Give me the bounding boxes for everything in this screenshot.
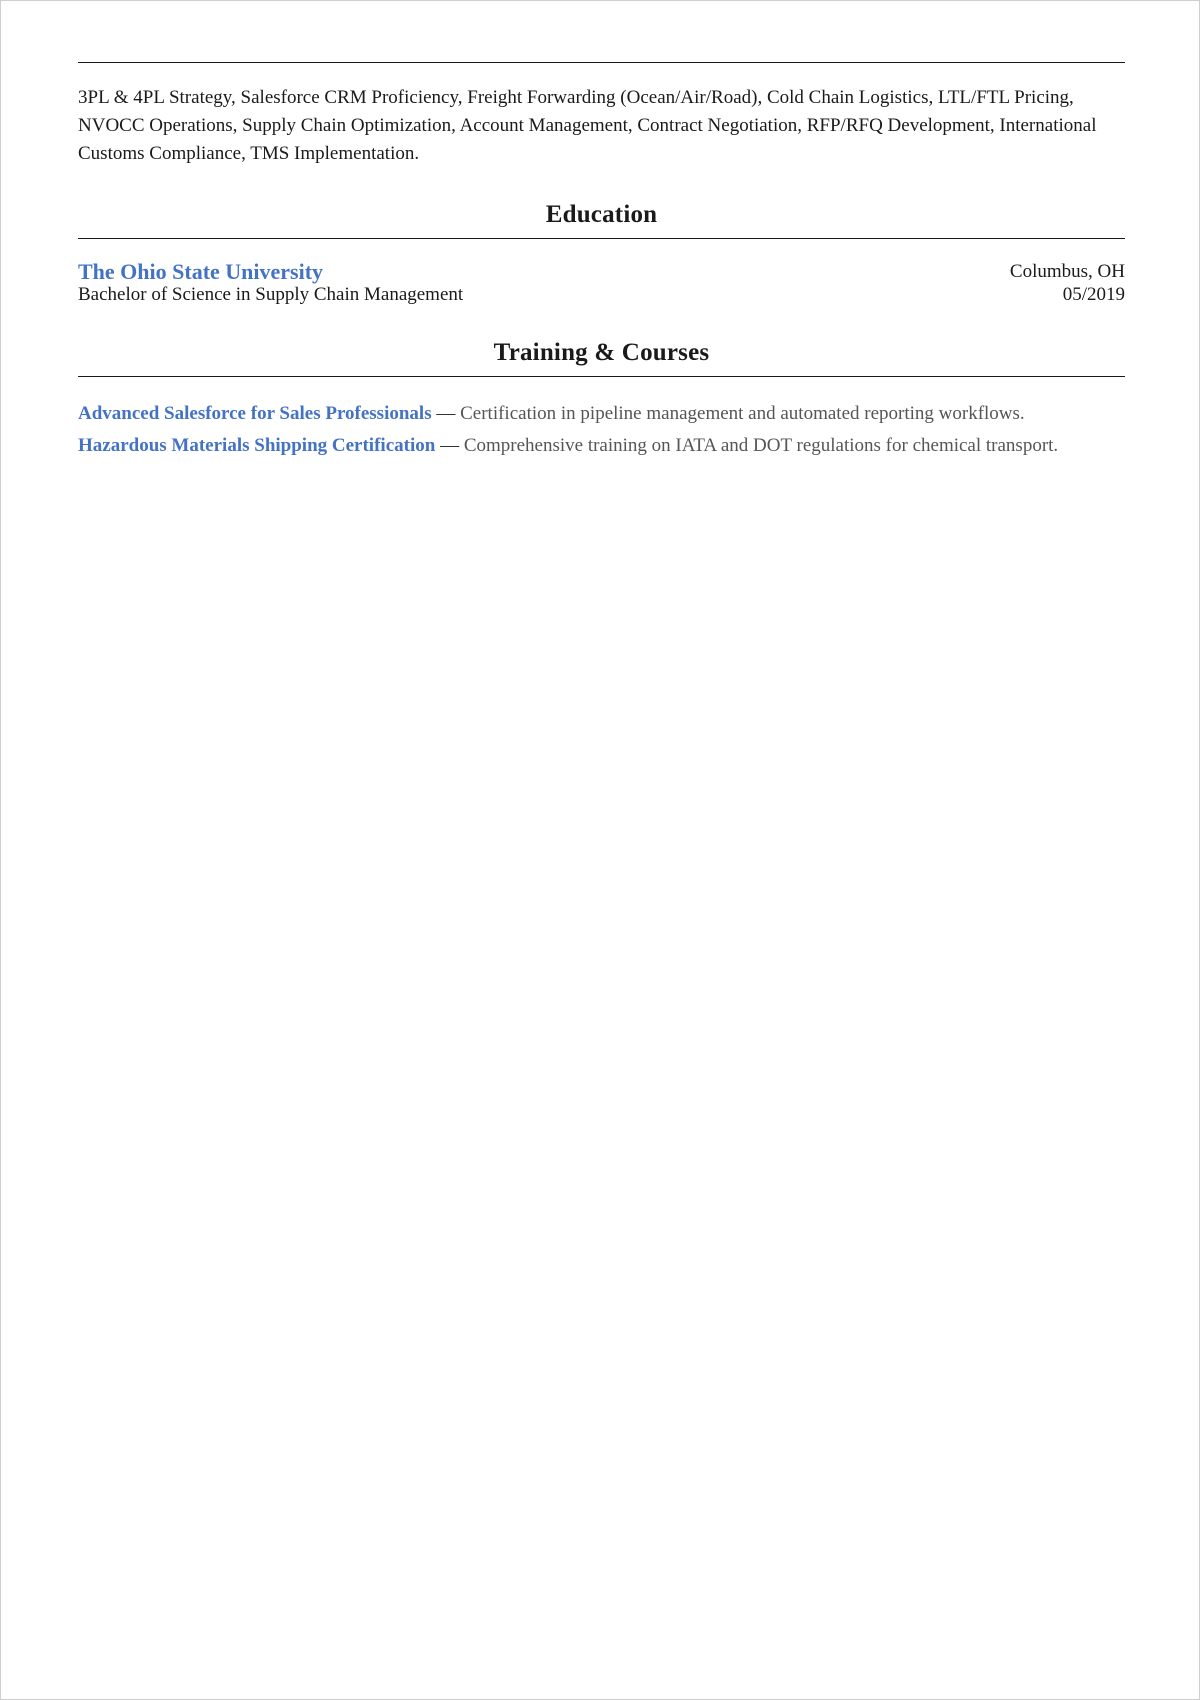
course-description: Certification in pipeline management and automated reporting workflows. [460, 403, 1025, 424]
education-heading: Education [545, 201, 658, 228]
resume-content [78, 62, 1125, 462]
education-entry [78, 260, 1125, 306]
school-name: The Ohio State University [78, 259, 324, 284]
course-name: Advanced Salesforce for Sales Professionals [78, 403, 432, 424]
course-name: Hazardous Materials Shipping Certification [78, 435, 436, 456]
graduation-date: 05/2019 [1062, 284, 1125, 305]
training-divider [78, 376, 1125, 377]
education-divider [78, 238, 1125, 239]
course-separator: — [436, 403, 456, 424]
skills-list: 3PL & 4PL Strategy, Salesforce CRM Proficiency, Freight Forwarding (Ocean/Air/Road), Cold Chain Logistics, LTL/FTL Pricing, NVOCC Operations, Supply Chain Optimization, Account Management, Contract Negotiation, RFP/RFQ Development, International Customs Compliance, TMS Implementation. [78, 87, 1097, 164]
course-item [78, 430, 1125, 462]
skills-top-divider [78, 62, 1125, 63]
school-location: Columbus, OH [1009, 261, 1125, 282]
course-description: Comprehensive training on IATA and DOT regulations for chemical transport. [463, 435, 1059, 456]
course-item [78, 398, 1125, 430]
education-entry-left [78, 260, 463, 306]
course-separator: — [440, 435, 460, 456]
course-list [78, 398, 1125, 462]
education-entry-right [1010, 260, 1125, 306]
training-heading: Training & Courses [493, 339, 710, 366]
degree-title: Bachelor of Science in Supply Chain Management [78, 284, 464, 305]
